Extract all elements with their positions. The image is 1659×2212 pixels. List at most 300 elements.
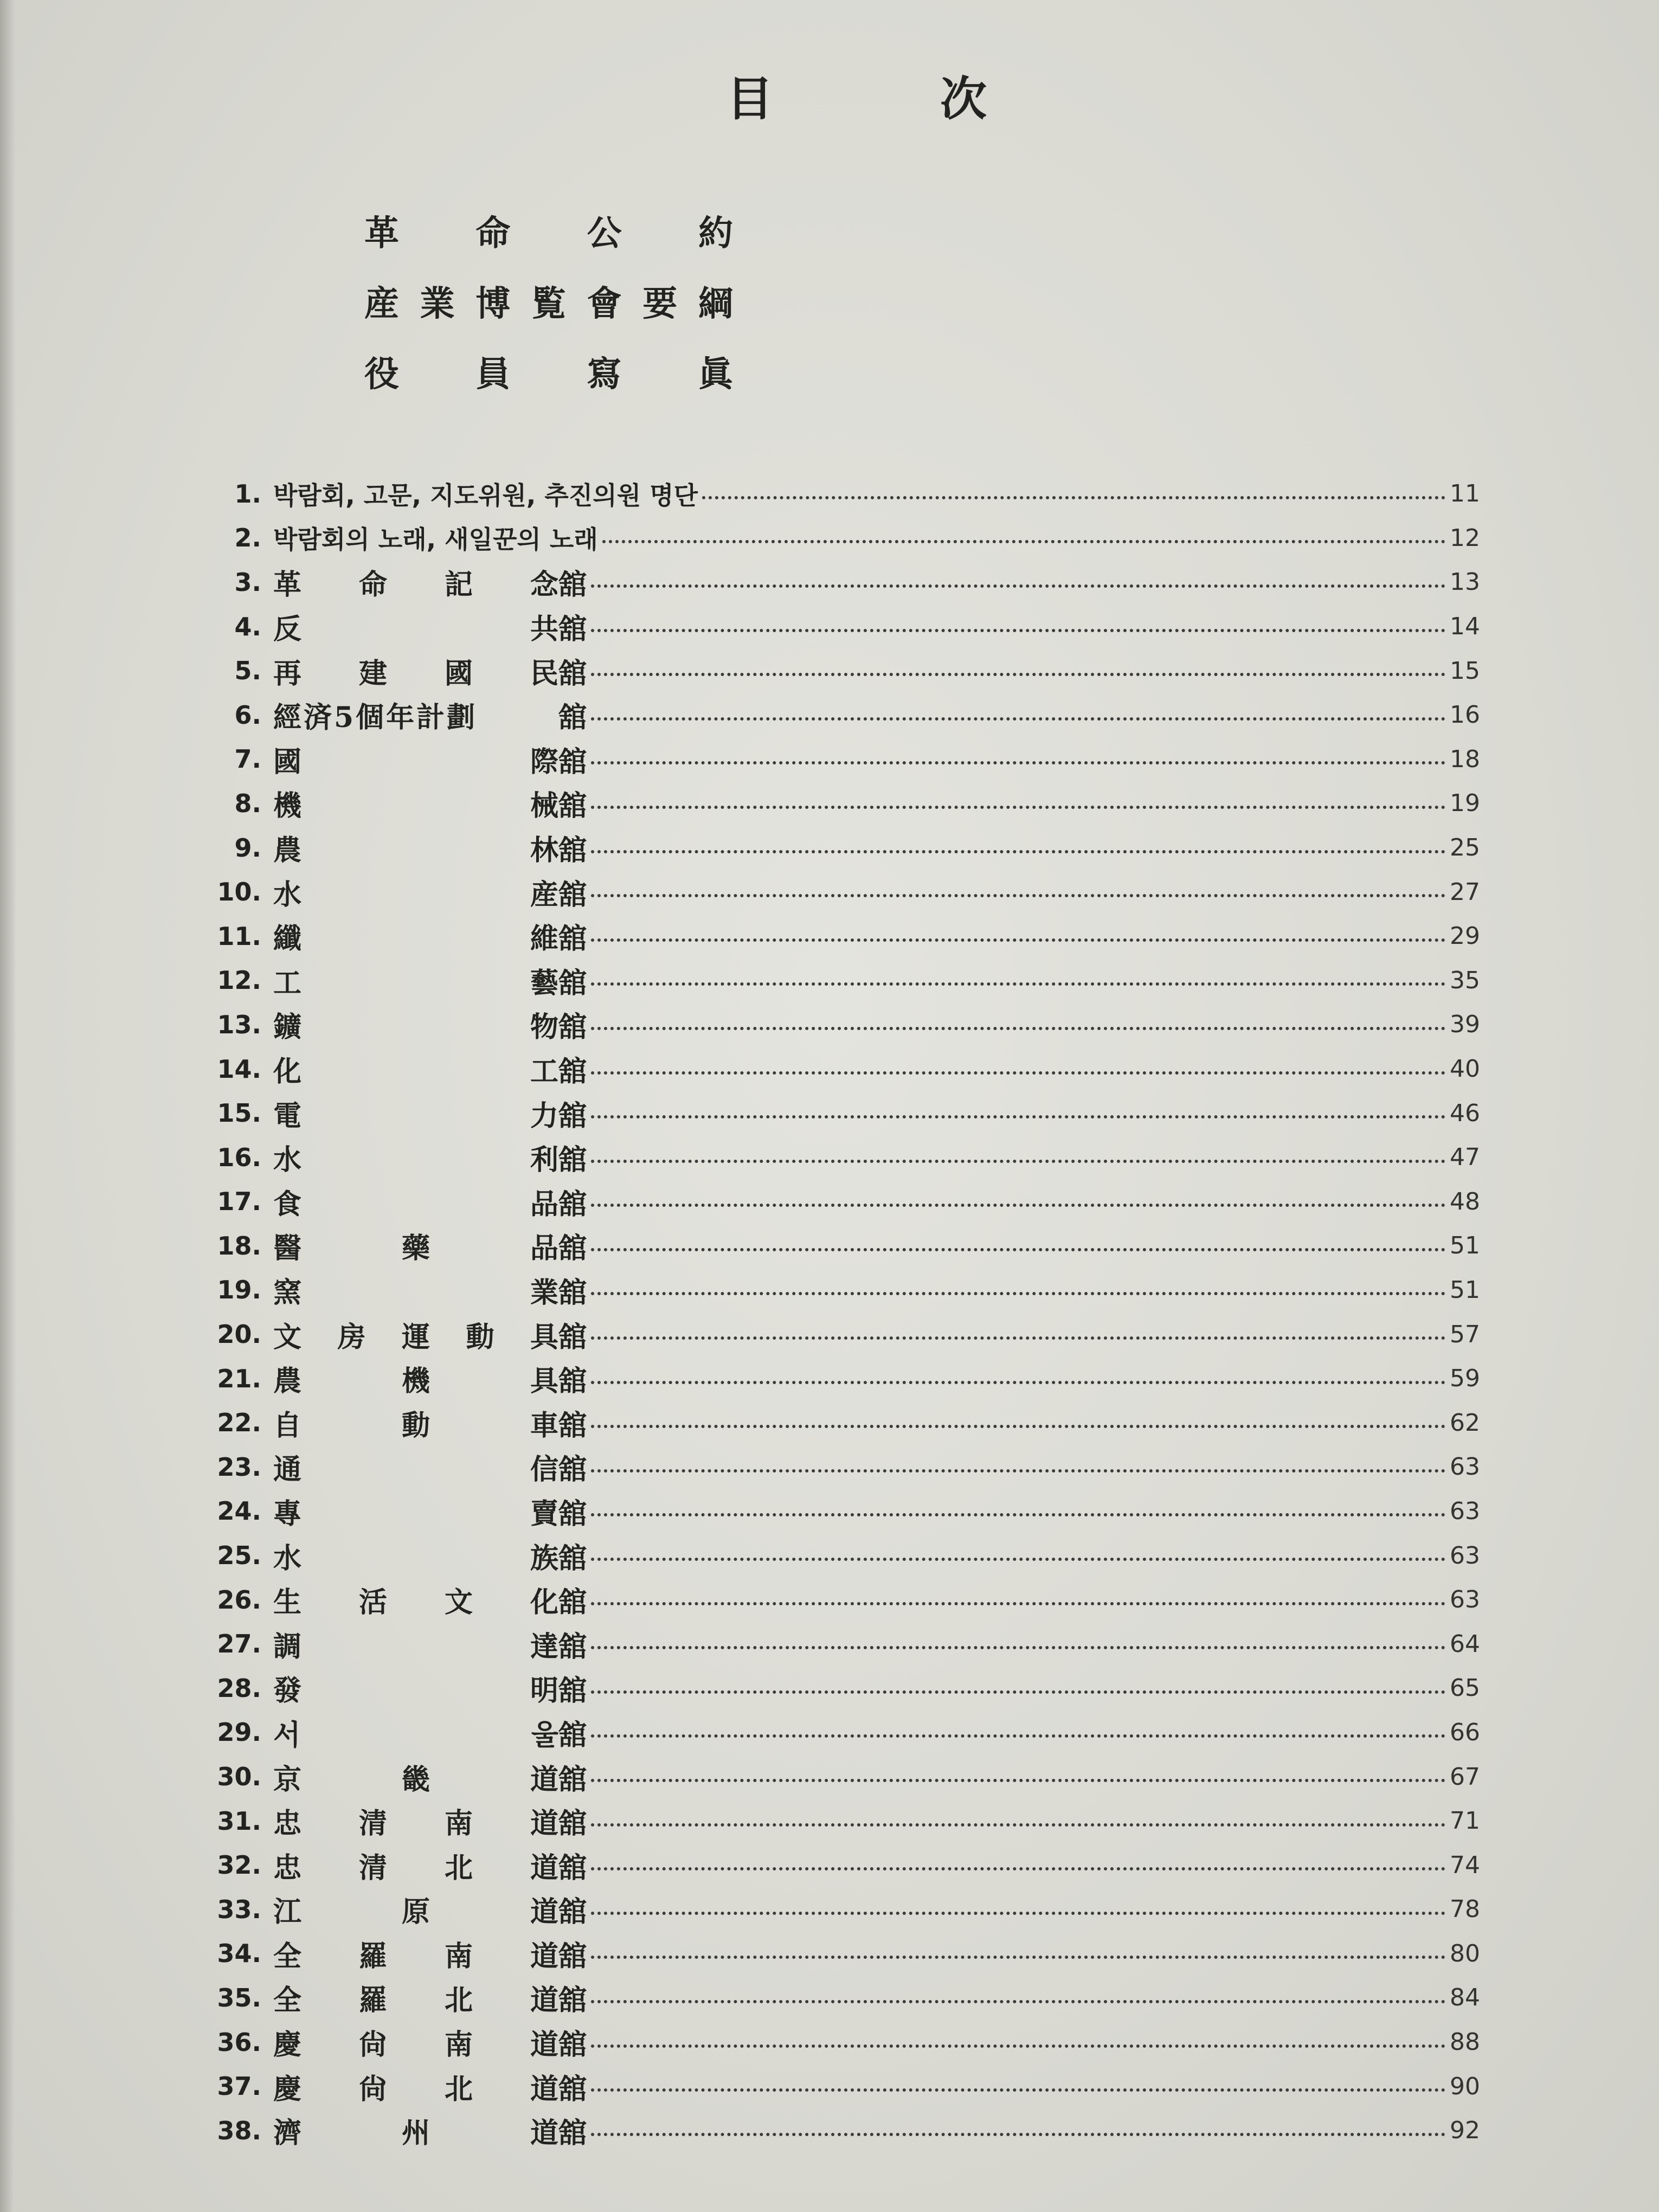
toc-entry-page-number: 39 <box>1450 1011 1480 1039</box>
toc-entry-number: 37. <box>217 2072 261 2101</box>
toc-entry-page-number: 92 <box>1450 2117 1480 2145</box>
toc-entry-page-number: 62 <box>1450 1409 1480 1437</box>
toc-entry-hall: 舘 <box>558 745 587 779</box>
toc-entry-hall: 舘 <box>558 1055 587 1089</box>
toc-entry-title <box>261 1757 558 1797</box>
toc-entry-title-char: 品 <box>530 1187 558 1221</box>
toc-entry-title-char: 物 <box>530 1011 558 1044</box>
toc-entry-title-char: 清 <box>358 1807 387 1841</box>
toc-entry-title-char: 慶 <box>273 2028 302 2062</box>
toc-entry-title-char: 道 <box>530 1851 558 1885</box>
dot-leader <box>591 850 1445 853</box>
toc-entry-title-char: 忠 <box>273 1851 302 1885</box>
toc-entry-title <box>261 1535 558 1576</box>
toc-entry-page-number: 25 <box>1450 834 1480 862</box>
dot-leader <box>591 1469 1445 1472</box>
toc-entry-page-number: 51 <box>1450 1232 1480 1260</box>
toc-entry-title-char: 力 <box>530 1099 558 1133</box>
dot-leader <box>591 673 1445 676</box>
toc-entry-title-char: 化 <box>530 1586 558 1619</box>
toc-entry-title-char: 反 <box>273 613 302 646</box>
toc-entry-title <box>261 783 558 824</box>
toc-entry-title-char: 革 <box>273 568 302 602</box>
front-matter-char: 寫 <box>587 354 622 395</box>
dot-leader <box>591 1071 1445 1075</box>
toc-entry-title <box>261 1049 558 1089</box>
toc-entry-title-char: 維 <box>530 922 558 956</box>
dot-leader <box>591 1558 1445 1561</box>
toc-entry-title-char: 食 <box>273 1187 302 1221</box>
toc-entry-title-char: 鑛 <box>273 1011 302 1044</box>
toc-entry-title <box>261 2022 558 2062</box>
toc-entry-page-number: 74 <box>1450 1851 1480 1879</box>
toc-entry-title <box>261 1225 558 1266</box>
dot-leader <box>591 2044 1445 2048</box>
toc-entry-number: 29. <box>217 1718 261 1747</box>
toc-entry-hall: 舘 <box>558 1586 587 1619</box>
front-matter-char: 會 <box>587 284 622 324</box>
toc-entry <box>184 605 1480 649</box>
toc-entry-title-char: 清 <box>358 1851 387 1885</box>
toc-entry-title-char: 水 <box>273 1541 302 1575</box>
front-matter-char: 命 <box>475 213 511 254</box>
toc-entry <box>184 1268 1480 1313</box>
toc-entry-title <box>261 1845 558 1886</box>
toc-entry-number: 11. <box>217 921 261 951</box>
toc-entry-number: 26. <box>217 1585 261 1615</box>
toc-entry-page-number: 46 <box>1450 1099 1480 1127</box>
toc-entry-title-char: 再 <box>273 657 302 690</box>
toc-entry-hall: 舘 <box>558 1718 587 1752</box>
toc-entry <box>184 1754 1480 1799</box>
dot-leader <box>702 496 1445 499</box>
toc-entry-number: 1. <box>234 479 261 509</box>
toc-entry <box>184 914 1480 959</box>
toc-entry-title-char: 國 <box>444 657 473 690</box>
toc-entry-title <box>261 1004 558 1045</box>
toc-entry-hall: 舘 <box>558 701 587 735</box>
dot-leader <box>591 2000 1445 2003</box>
toc-entry-number: 25. <box>217 1541 261 1571</box>
toc-entry-hall: 舘 <box>558 1807 587 1841</box>
toc-entry-number: 22. <box>217 1408 261 1438</box>
toc-entry-page-number: 78 <box>1450 1895 1480 1924</box>
toc-entry-hall: 舘 <box>558 1895 587 1929</box>
toc-entry-title <box>261 960 558 1001</box>
toc-entry-page-number: 66 <box>1450 1718 1480 1746</box>
toc-entry-title-char: 具 <box>530 1365 558 1398</box>
toc-entry-title-char: 國 <box>273 745 302 779</box>
dot-leader <box>591 1425 1445 1428</box>
toc-entry-title <box>261 1579 558 1620</box>
toc-entry-title <box>261 1137 558 1178</box>
toc-entry <box>184 648 1480 693</box>
dot-leader <box>591 1248 1445 1251</box>
toc-entry-number: 18. <box>217 1231 261 1261</box>
front-matter-char: 眞 <box>698 354 733 395</box>
toc-entry-page-number: 65 <box>1450 1674 1480 1702</box>
toc-entry <box>184 2108 1480 2153</box>
dot-leader <box>591 1160 1445 1163</box>
toc-entry-title-char: 動 <box>401 1409 430 1442</box>
toc-entry <box>184 2020 1480 2065</box>
toc-entry-title-char: 南 <box>444 2028 473 2062</box>
toc-entry-number: 36. <box>217 2027 261 2057</box>
toc-entry-number: 4. <box>234 612 261 641</box>
toc-entry-title-char: 울 <box>531 1718 558 1752</box>
front-matter-char: 業 <box>420 284 455 324</box>
toc-entry-number: 24. <box>217 1496 261 1526</box>
toc-entry-hall: 舘 <box>558 2028 587 2062</box>
toc-entry-page-number: 35 <box>1450 966 1480 994</box>
toc-entry-title-char: 運 <box>401 1320 430 1354</box>
toc-entry-title-char: 藝 <box>530 966 558 1000</box>
toc-entry-title-char: 械 <box>530 789 558 823</box>
toc-entry <box>184 1489 1480 1534</box>
toc-entry-title <box>261 1801 558 1841</box>
toc-entry-hall: 舘 <box>558 1984 587 2017</box>
toc-entry-hall: 舘 <box>558 1232 587 1265</box>
toc-entry-title-char: 産 <box>530 878 558 911</box>
toc-entry-number: 33. <box>217 1894 261 1924</box>
dot-leader <box>591 1027 1445 1030</box>
toc-entry-hall: 舘 <box>558 1365 587 1398</box>
toc-entry-title-char: 化 <box>273 1055 302 1089</box>
toc-entry-title-char: 林 <box>530 834 558 867</box>
toc-entry-title-char: 農 <box>273 834 302 867</box>
toc-entry-page-number: 59 <box>1450 1365 1480 1393</box>
dot-leader <box>591 1867 1445 1870</box>
dot-leader <box>591 584 1445 588</box>
toc-entry-title <box>261 1889 558 1930</box>
toc-entry-number: 30. <box>217 1762 261 1792</box>
toc-entry-number: 34. <box>217 1939 261 1969</box>
toc-entry-hall: 舘 <box>558 1099 587 1133</box>
toc-entry-page-number: 47 <box>1450 1143 1480 1172</box>
toc-entry <box>184 1224 1480 1268</box>
toc-entry-title-char: 利 <box>530 1143 558 1177</box>
toc-entry-page-number: 19 <box>1450 789 1480 818</box>
toc-entry-title <box>261 1181 558 1222</box>
toc-entry-hall: 舘 <box>558 1453 587 1487</box>
dot-leader <box>591 1779 1445 1782</box>
toc-entry-hall: 舘 <box>558 2072 587 2106</box>
toc-entry-hall: 舘 <box>558 1497 587 1531</box>
toc-entry <box>184 1976 1480 2020</box>
dot-leader <box>591 806 1445 809</box>
dot-leader <box>591 2088 1445 2092</box>
toc-entry-title-char: 水 <box>273 878 302 911</box>
dot-leader <box>591 1734 1445 1738</box>
toc-entry-title-char: 工 <box>530 1055 558 1089</box>
toc-entry-page-number: 63 <box>1450 1541 1480 1570</box>
toc-entry-title <box>261 695 558 735</box>
toc-entry-title-char: 車 <box>530 1409 558 1442</box>
toc-entry-title <box>261 606 558 647</box>
toc-entry-hall: 舘 <box>558 966 587 1000</box>
toc-entry-title <box>261 1491 558 1532</box>
toc-entry-title-char: 專 <box>273 1497 302 1531</box>
toc-entry-hall: 舘 <box>558 1409 587 1442</box>
toc-entry-page-number: 63 <box>1450 1586 1480 1614</box>
toc-entry-title-char: 自 <box>273 1409 302 1442</box>
toc-entry-title-char: 尙 <box>358 2072 387 2106</box>
toc-entry-page-number: 14 <box>1450 613 1480 641</box>
toc-entry-page-number: 90 <box>1450 2072 1480 2100</box>
dot-leader <box>591 629 1445 632</box>
toc-entry <box>184 1843 1480 1887</box>
toc-entry <box>184 1666 1480 1711</box>
toc-entry-title <box>261 2110 558 2151</box>
toc-entry <box>184 737 1480 782</box>
toc-entry-title <box>261 1977 558 2018</box>
toc-entry-title-char: 道 <box>530 2028 558 2062</box>
front-matter-char: 約 <box>698 213 733 254</box>
toc-entry-hall: 舘 <box>558 1011 587 1044</box>
toc-entry-title-char: 共 <box>530 613 558 646</box>
toc-entry-title-char: 道 <box>530 1984 558 2017</box>
toc-entry-title <box>261 1668 558 1708</box>
dot-leader <box>591 1513 1445 1516</box>
toc-entry <box>184 472 1480 516</box>
toc-entry-hall: 舘 <box>558 613 587 646</box>
toc-entry-title-char: 羅 <box>358 1984 387 2017</box>
toc-entry-page-number: 15 <box>1450 657 1480 685</box>
toc-entry-number: 2. <box>234 523 261 553</box>
toc-entry-number: 17. <box>217 1187 261 1217</box>
front-matter-char: 員 <box>475 354 511 395</box>
dot-leader <box>591 1336 1445 1340</box>
dot-leader <box>591 1115 1445 1118</box>
toc-entry-title <box>261 562 558 602</box>
toc-entry-title-char: 命 <box>358 568 387 602</box>
toc-entry-hall: 舘 <box>558 1851 587 1885</box>
toc-entry-title-char: 通 <box>273 1453 302 1487</box>
dot-leader <box>591 1912 1445 1915</box>
toc-entry-page-number: 88 <box>1450 2028 1480 2056</box>
toc-entry-title-char: 羅 <box>358 1939 387 1973</box>
toc-entry-title-char: 農 <box>273 1365 302 1398</box>
toc-entry-hall: 舘 <box>558 1276 587 1309</box>
toc-entry-title-char: 記 <box>444 568 473 602</box>
toc-entry-title-char: 業 <box>530 1276 558 1309</box>
toc-entry-title-char: 道 <box>530 2072 558 2106</box>
toc-entry-hall: 舘 <box>558 834 587 867</box>
toc-entry <box>184 693 1480 737</box>
toc-entry-title-char: 發 <box>273 1674 302 1708</box>
toc-entry-hall: 舘 <box>558 1541 587 1575</box>
toc-entry <box>184 2064 1480 2108</box>
toc-entry <box>184 1887 1480 1932</box>
toc-entry-number: 3. <box>234 567 261 597</box>
toc-entry-title <box>261 916 558 956</box>
toc-entry-title-char: 調 <box>273 1630 302 1663</box>
toc-entry <box>184 1445 1480 1489</box>
toc-entry-title-char: 尙 <box>358 2028 387 2062</box>
toc-entry-title <box>261 2066 558 2107</box>
toc-entry-hall: 舘 <box>558 1763 587 1796</box>
toc-entry-title-char: 畿 <box>401 1763 430 1796</box>
toc-entry-title-char: 文 <box>444 1586 473 1619</box>
toc-entry-title <box>261 1933 558 1974</box>
toc-entry-title <box>261 827 558 868</box>
toc-entry-title-char: 慶 <box>273 2072 302 2106</box>
page-title-char: 目 <box>726 72 773 126</box>
toc-entry-number: 8. <box>234 788 261 818</box>
toc-entry-page-number: 71 <box>1450 1807 1480 1835</box>
toc-entry-title-char: 經済5個年計劃 <box>273 701 478 735</box>
toc-entry-title-char: 道 <box>530 2117 558 2150</box>
toc-entry <box>184 560 1480 605</box>
toc-entry-page-number: 16 <box>1450 701 1480 729</box>
dot-leader <box>591 1823 1445 1827</box>
front-matter-char: 覧 <box>531 284 566 324</box>
front-matter-char: 革 <box>364 213 399 254</box>
toc-entry-title <box>261 1712 558 1753</box>
toc-entry-title-char: 信 <box>530 1453 558 1487</box>
toc-entry-number: 12. <box>217 966 261 995</box>
toc-entry-page-number: 63 <box>1450 1453 1480 1481</box>
toc-entry-page-number: 18 <box>1450 745 1480 773</box>
toc-entry-page-number: 29 <box>1450 922 1480 950</box>
toc-entry-title-char: 窯 <box>273 1276 302 1309</box>
toc-entry-page-number: 11 <box>1450 480 1480 508</box>
toc-entry-title-char: 際 <box>530 745 558 779</box>
front-matter-item <box>364 195 733 266</box>
toc-entry <box>184 1135 1480 1180</box>
toc-entry-title-char: 機 <box>273 789 302 823</box>
toc-entry <box>184 1002 1480 1047</box>
toc-entry-number: 16. <box>217 1142 261 1172</box>
toc-entry-title-char: 京 <box>273 1763 302 1796</box>
toc-entry-title <box>261 1446 558 1487</box>
toc-entry <box>184 1711 1480 1755</box>
toc-entry-page-number: 51 <box>1450 1276 1480 1304</box>
toc-entry-title-char: 道 <box>530 1763 558 1796</box>
toc-entry-title-char: 動 <box>466 1320 494 1354</box>
toc-entry-number: 14. <box>217 1054 261 1084</box>
dot-leader <box>591 1956 1445 1959</box>
toc-entry-title-char: 道 <box>530 1807 558 1841</box>
toc-entry-title <box>261 1270 558 1310</box>
toc-entry-title-char: 北 <box>444 1851 473 1885</box>
toc-entry-title: 박람회의 노래, 새일꾼의 노래 <box>273 525 598 555</box>
toc-entry-title-char: 電 <box>273 1099 302 1133</box>
table-of-contents <box>184 472 1480 2153</box>
toc-entry-title-char: 活 <box>358 1586 387 1619</box>
toc-entry-title-char: 北 <box>444 2072 473 2106</box>
toc-entry-title-char: 文 <box>273 1320 302 1354</box>
toc-entry-number: 7. <box>234 744 261 774</box>
toc-entry <box>184 516 1480 561</box>
toc-entry-title <box>261 1358 558 1399</box>
front-matter-char: 博 <box>475 284 511 324</box>
toc-entry-title <box>261 739 558 780</box>
toc-entry-number: 9. <box>234 833 261 863</box>
toc-entry-title-char: 忠 <box>273 1807 302 1841</box>
dot-leader <box>591 894 1445 897</box>
dot-leader <box>591 2133 1445 2136</box>
toc-entry <box>184 1047 1480 1091</box>
toc-entry-hall: 舘 <box>558 1187 587 1221</box>
toc-entry-title-char: 念 <box>530 568 558 602</box>
toc-entry <box>184 870 1480 914</box>
toc-entry-page-number: 64 <box>1450 1630 1480 1658</box>
toc-entry-number: 31. <box>217 1806 261 1836</box>
page-edge-shadow <box>0 0 15 2212</box>
toc-entry-title <box>261 1403 558 1443</box>
toc-entry-title-char: 建 <box>358 657 387 690</box>
toc-entry-title-char: 纖 <box>273 922 302 956</box>
toc-entry-title-char: 道 <box>530 1895 558 1929</box>
toc-entry-number: 27. <box>217 1629 261 1659</box>
toc-entry-number: 32. <box>217 1850 261 1880</box>
toc-entry-title: 박람회, 고문, 지도위원, 추진의원 명단 <box>273 480 698 510</box>
front-matter-char: 公 <box>587 213 622 254</box>
toc-entry <box>184 1578 1480 1622</box>
dot-leader <box>591 938 1445 942</box>
toc-entry-number: 5. <box>234 656 261 686</box>
toc-entry-hall: 舘 <box>558 1320 587 1354</box>
toc-entry-title-char: 房 <box>337 1320 366 1354</box>
toc-entry <box>184 1932 1480 1976</box>
toc-entry-title <box>261 872 558 912</box>
page-title <box>726 65 987 125</box>
toc-entry-title-char: 達 <box>530 1630 558 1663</box>
dot-leader <box>591 1292 1445 1295</box>
toc-entry <box>184 1400 1480 1445</box>
toc-entry-title-char: 南 <box>444 1807 473 1841</box>
toc-entry-number: 13. <box>217 1009 261 1039</box>
toc-entry-title <box>261 1093 558 1134</box>
toc-entry-hall: 舘 <box>558 657 587 690</box>
toc-entry-number: 28. <box>217 1673 261 1703</box>
toc-entry-number: 38. <box>217 2115 261 2145</box>
toc-entry <box>184 1533 1480 1578</box>
toc-entry-title-char: 賣 <box>530 1497 558 1531</box>
toc-entry-page-number: 27 <box>1450 878 1480 906</box>
toc-entry-number: 20. <box>217 1320 261 1349</box>
toc-entry-number: 10. <box>217 877 261 907</box>
toc-entry-number: 15. <box>217 1098 261 1128</box>
toc-entry <box>184 1180 1480 1224</box>
dot-leader <box>591 761 1445 764</box>
toc-entry-title-char: 具 <box>530 1320 558 1354</box>
page-title-char: 次 <box>940 72 987 126</box>
front-matter-char: 要 <box>642 284 678 324</box>
front-matter-char: 産 <box>364 284 399 324</box>
toc-entry-hall: 舘 <box>558 922 587 956</box>
toc-entry-title-char: 民 <box>530 657 558 690</box>
toc-entry-title-char: 北 <box>444 1984 473 2017</box>
front-matter-list <box>364 195 733 407</box>
toc-entry-page-number: 63 <box>1450 1497 1480 1525</box>
dot-leader <box>591 1646 1445 1649</box>
toc-entry-title-char: 濟 <box>273 2117 302 2150</box>
toc-entry-number: 35. <box>217 1983 261 2012</box>
toc-entry-number: 21. <box>217 1364 261 1393</box>
toc-entry-number: 19. <box>217 1275 261 1305</box>
toc-entry <box>184 1356 1480 1401</box>
toc-entry-number: 6. <box>234 700 261 730</box>
toc-entry-title-char: 全 <box>273 1939 302 1973</box>
toc-entry-title-char: 州 <box>401 2117 430 2150</box>
toc-entry-page-number: 40 <box>1450 1055 1480 1083</box>
toc-entry <box>184 1312 1480 1356</box>
dot-leader <box>591 1204 1445 1207</box>
toc-entry-hall: 舘 <box>558 1674 587 1708</box>
toc-entry-page-number: 67 <box>1450 1763 1480 1791</box>
